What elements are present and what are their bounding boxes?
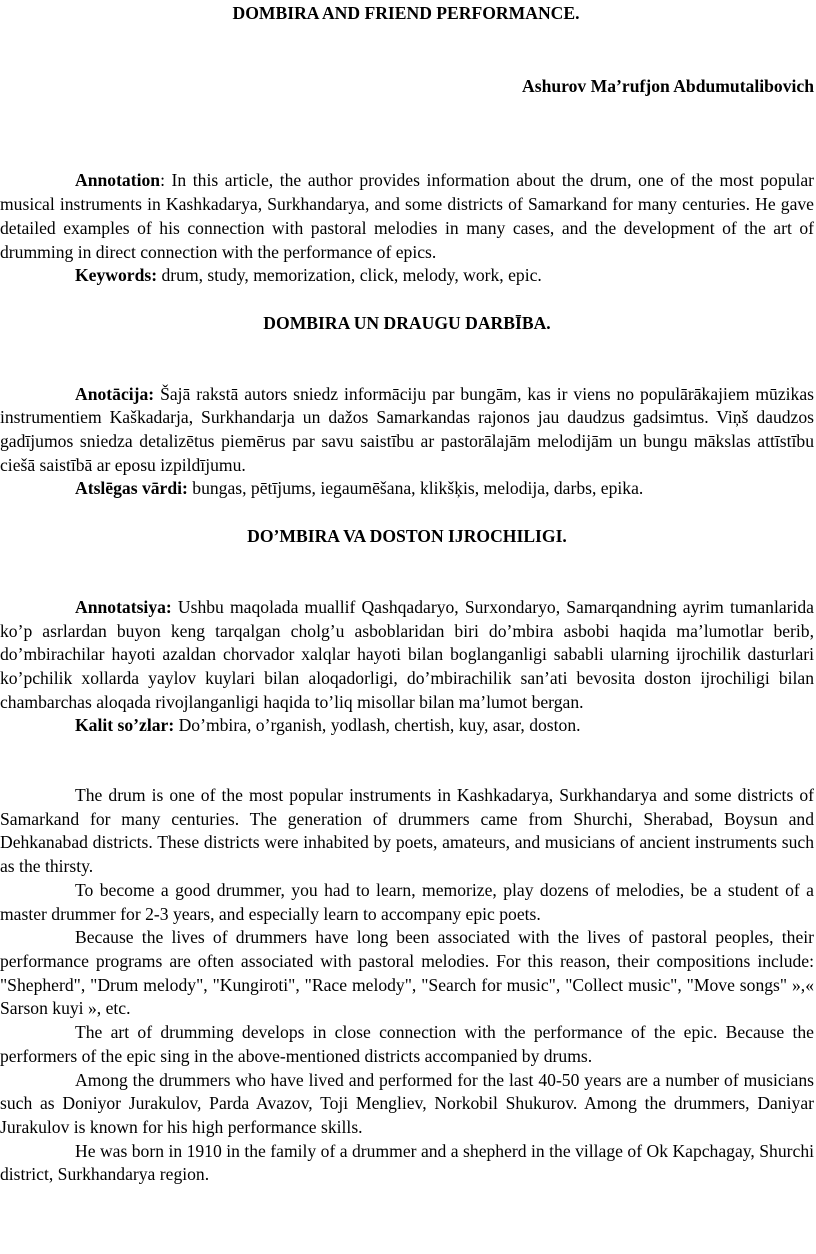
title-latvian: DOMBIRA UN DRAUGU DARBĪBA. bbox=[263, 312, 551, 333]
keywords-uzbek-text: Do’mbira, o’rganish, yodlash, chertish, kuy, asar, doston. bbox=[174, 715, 581, 736]
body-paragraph: The drum is one of the most popular instruments in Kashkadarya, Surkhandarya and some districts of Samarkand for many centuries. The generation of drummers came from Shurchi, Sherabad, Boysun and Dehkanabad districts. These districts were inhabited by poets, amateurs, and musicians of ancient instruments such as the thirsty. bbox=[0, 785, 814, 877]
document-body bbox=[0, 2, 814, 1187]
body-paragraph: Among the drummers who have lived and performed for the last 40-50 years are a number of musicians such as Doniyor Jurakulov, Parda Avazov, Toji Mengliev, Norkobil Shukurov. Among the drummers, Daniyar Jurakulov is known for his high performance skills. bbox=[0, 1069, 814, 1137]
annotation-english bbox=[0, 169, 814, 264]
body-paragraph: To become a good drummer, you had to learn, memorize, play dozens of melodies, be a student of a master drummer for 2-3 years, and especially learn to accompany epic poets. bbox=[0, 879, 814, 924]
annotation-latvian-label: Anotācija: bbox=[75, 383, 155, 404]
keywords-uzbek-label: Kalit so’zlar: bbox=[75, 715, 175, 736]
annotation-uzbek-text: Ushbu maqolada muallif Qashqadaryo, Surxondaryo, Samarqandning ayrim tumanlarida ko’p asrlardan buyon keng tarqalgan cholg’u asboblaridan biri do’mbira asbobi haqida ma’lumotlar berib, do’mbirachilar hayoti azaldan chorvador xalqlar hayoti bilan boglanganligi sababli ularning ijrochilik dasturlari ko’pchilik xollarda yaylov kuylari bilan aloqadorligi, do’mbirachilik san’ati bevosita doston ijrochiligi bilan chambarchas aloqada rivojlanganligi haqida to’liq misollar bilan ma’lumot bergan. bbox=[0, 596, 814, 712]
keywords-english bbox=[0, 264, 814, 288]
annotation-uzbek-label: Annotatsiya: bbox=[75, 596, 172, 617]
keywords-latvian bbox=[0, 477, 814, 501]
body-paragraph: The art of drumming develops in close connection with the performance of the epic. Because the performers of the epic sing in the above-mentioned districts accompanied by drums. bbox=[0, 1022, 814, 1066]
keywords-uzbek bbox=[0, 714, 814, 738]
keywords-english-label: Keywords: bbox=[75, 265, 158, 286]
keywords-english-text: drum, study, memorization, click, melody, work, epic. bbox=[157, 265, 542, 286]
title-uzbek: DO’MBIRA VA DOSTON IJROCHILIGI. bbox=[247, 526, 567, 547]
keywords-latvian-text: bungas, pētījums, iegaumēšana, klikšķis, melodija, darbs, epika. bbox=[187, 478, 644, 499]
body-paragraph: Because the lives of drummers have long been associated with the lives of pastoral peoples, their performance programs are often associated with pastoral melodies. For this reason, their compositions include: "Shepherd", "Drum melody", "Kungiroti", "Race melody", "Search for music", "Collect music", "Move songs" »,« Sarson kuyi », etc. bbox=[0, 927, 814, 1019]
body-paragraph: He was born in 1910 in the family of a drummer and a shepherd in the village of Ok Kapchagay, Shurchi district, Surkhandarya region. bbox=[0, 1140, 814, 1185]
keywords-latvian-label: Atslēgas vārdi: bbox=[75, 478, 188, 499]
annotation-latvian bbox=[0, 383, 814, 478]
annotation-uzbek bbox=[0, 596, 814, 715]
annotation-english-label: Annotation bbox=[75, 170, 161, 191]
annotation-latvian-text: Šajā rakstā autors sniedz informāciju par bungām, kas ir viens no populārākajiem mūzikas instrumentiem Kaškadarja, Surkhandarja un dažos Samarkandas rajonos jau daudzus gadsimtus. Viņš daudzos gadījumos sniedza detalizētus piemērus par savu saistību ar pastorālajām melodijām un bungu mākslas attīstību ciešā saistībā ar eposu izpildījumu. bbox=[0, 383, 814, 475]
title-english: DOMBIRA AND FRIEND PERFORMANCE. bbox=[232, 3, 580, 23]
author-name: Ashurov Ma’rufjon Abdumutalibovich bbox=[522, 75, 814, 96]
annotation-english-text: : In this article, the author provides information about the drum, one of the most popular musical instruments in Kashkadarya, Surkhandarya, and some districts of Samarkand for many centuries. He gave detailed examples of his connection with pastoral melodies in many cases, and the development of the art of drumming in direct connection with the performance of epics. bbox=[0, 170, 814, 262]
